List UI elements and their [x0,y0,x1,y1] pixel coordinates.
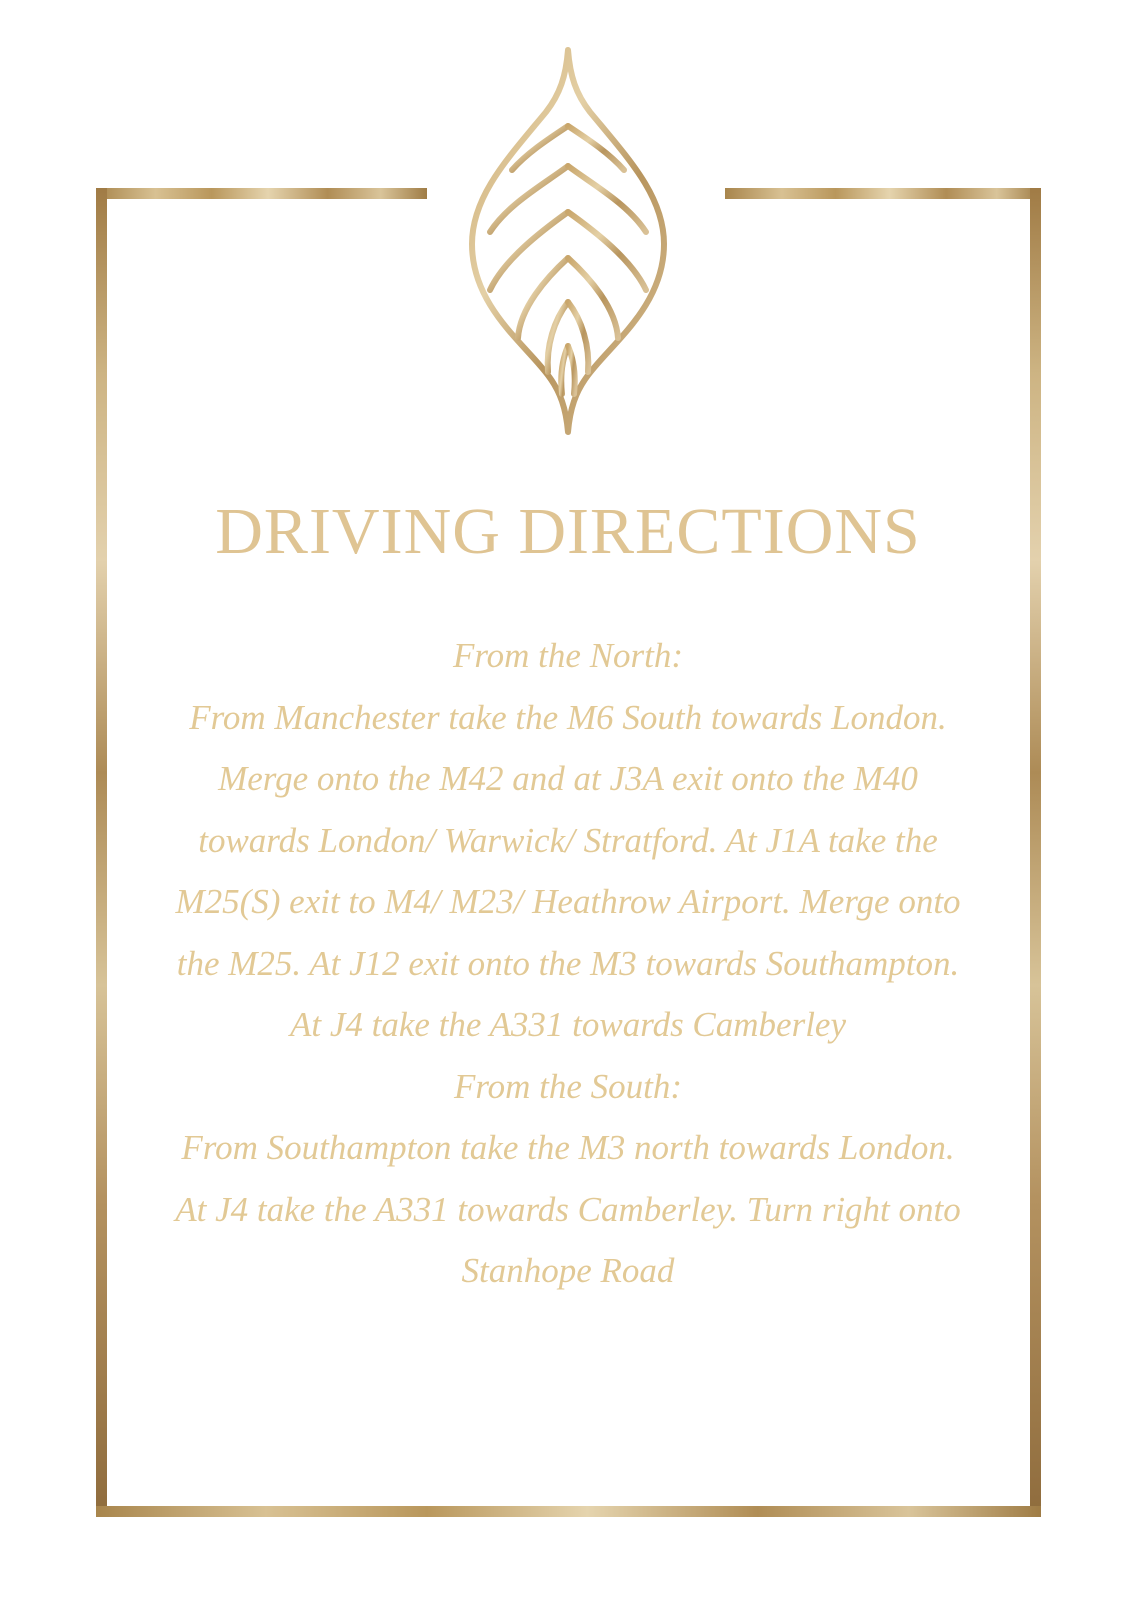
frame-top-right [725,188,1041,199]
south-line: At J4 take the A331 towards Camberley. Turn right onto [175,1189,961,1229]
north-line: towards London/ Warwick/ Stratford. At J1A take the [198,820,938,860]
frame-bottom [96,1506,1041,1517]
page-title: DRIVING DIRECTIONS [215,495,921,568]
north-line: the M25. At J12 exit onto the M3 towards Southampton. [176,943,960,983]
directions-text [130,625,1006,1302]
north-line: At J4 take the A331 towards Camberley [289,1005,847,1044]
south-heading: From the South: [453,1066,683,1106]
leaf-icon [468,46,668,444]
north-heading: From the North: [452,636,684,675]
north-line: M25(S) exit to M4/ M23/ Heathrow Airport. Merge onto [175,882,961,921]
south-line: From Southampton take the M3 north towards London. [181,1128,955,1167]
north-line: Merge onto the M42 and at J3A exit onto the M40 [218,759,918,798]
frame-right [1030,188,1041,1517]
north-line: From Manchester take the M6 South towards London. [189,697,947,737]
frame-top-left [96,188,427,199]
south-line: Stanhope Road [461,1251,675,1290]
frame-left [96,188,107,1517]
